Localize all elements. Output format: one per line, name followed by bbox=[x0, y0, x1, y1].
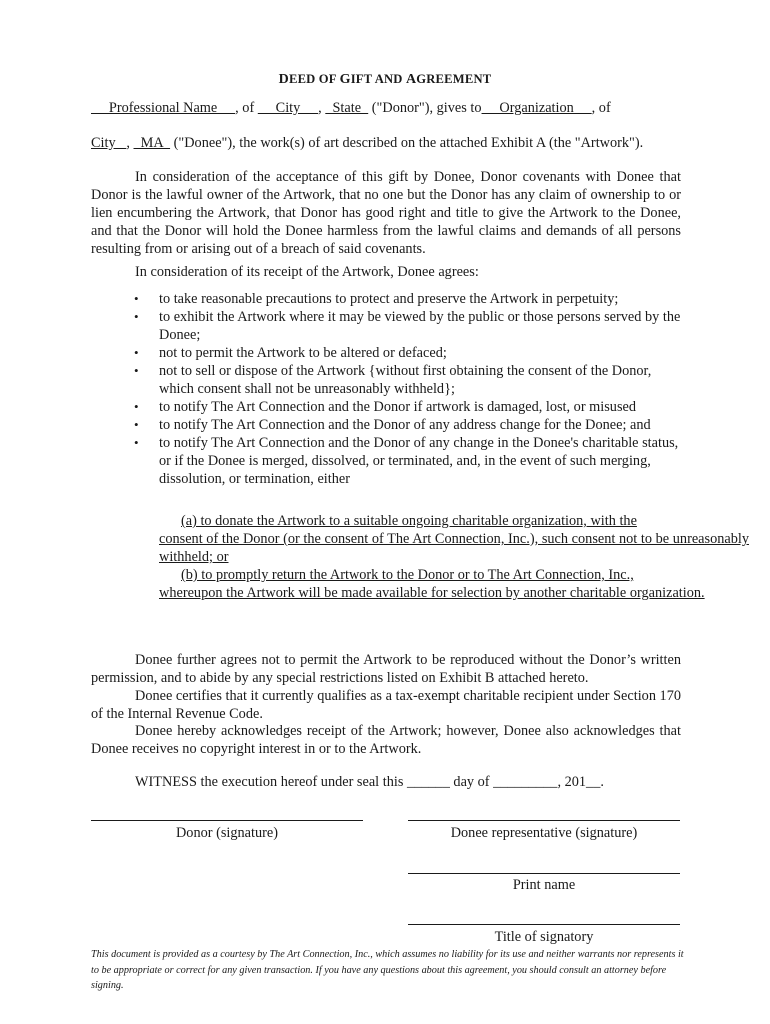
donee-state-field[interactable]: MA bbox=[133, 135, 171, 151]
donor-state-field[interactable]: State bbox=[325, 100, 369, 116]
bullet-icon: • bbox=[134, 417, 139, 432]
bullet-icon: • bbox=[134, 399, 139, 414]
bullet-icon: • bbox=[134, 291, 139, 306]
title-signatory-line[interactable] bbox=[408, 924, 680, 925]
consideration-paragraph: In consideration of the acceptance of this gift by Donee, Donor covenants with Donee that Donor is the lawful owner of the Artwork, that no one but the Donor has any claim of ownership to or lien encumbering the Artwork, that Donor has good right and title to give the Artwork to the Donee, and that the Donor will hold the Donee harmless from the lawful claims and demands of all persons resulting from or arising out of a breach of said covenants. bbox=[91, 169, 681, 257]
donee-city-field[interactable]: City bbox=[91, 135, 127, 151]
donor-line bbox=[91, 99, 681, 117]
donee-artwork-text: ("Donee"), the work(s) of art described on the attached Exhibit A (the "Artwork"). bbox=[170, 135, 644, 151]
donee-agrees-paragraph: In consideration of its receipt of the Artwork, Donee agrees: bbox=[135, 264, 479, 280]
donee-signature-line[interactable] bbox=[408, 820, 680, 821]
bullet-icon: • bbox=[134, 435, 139, 450]
tax-exempt-paragraph: Donee certifies that it currently qualifies as a tax-exempt charitable recipient under Section 170 of the Internal Revenue Code. bbox=[91, 688, 681, 722]
donee-line bbox=[91, 134, 681, 152]
document-title: DEED OF GIFT AND AGREEMENT bbox=[278, 72, 492, 87]
organization-field[interactable]: Organization bbox=[481, 100, 592, 116]
list-item: • not to permit the Artwork to be altered or defaced; bbox=[134, 345, 447, 361]
donor-gives-text: ("Donor"), gives to bbox=[368, 100, 482, 116]
title-signatory-label: Title of signatory bbox=[494, 929, 594, 945]
list-item: • to notify The Art Connection and the Donor of any change in the Donee's charitable status, or if the Donee is merged, dissolved, or terminated, and, in the event of such merging, dissolution, or termination, either bbox=[134, 435, 679, 487]
donee-obligations-list bbox=[91, 290, 681, 488]
bullet-icon: • bbox=[134, 309, 139, 324]
witness-line[interactable]: WITNESS the execution hereof under seal this ______ day of _________, 201__. bbox=[135, 774, 604, 790]
text-comma: , bbox=[318, 100, 326, 116]
list-item: • to take reasonable precautions to protect and preserve the Artwork in perpetuity; bbox=[134, 291, 619, 307]
list-item: • not to sell or dispose of the Artwork {without first obtaining the consent of the Donor, which consent shall not be unreasonably withheld}; bbox=[134, 363, 652, 397]
text-comma-2: , bbox=[126, 135, 134, 151]
copyright-paragraph: Donee hereby acknowledges receipt of the Artwork; however, Donee also acknowledges that Donee receives no copyright interest in or to the Artwork. bbox=[91, 723, 681, 757]
list-item: • to notify The Art Connection and the Donor of any address change for the Donee; and bbox=[134, 417, 651, 433]
list-item: • to exhibit the Artwork where it may be viewed by the public or those persons served by the Donee; bbox=[134, 309, 681, 343]
text-of: , of bbox=[235, 100, 258, 116]
donor-signature-line[interactable] bbox=[91, 820, 363, 821]
disclaimer-footer: This document is provided as a courtesy by The Art Connection, Inc., which assumes no liability for its use and neither warrants nor represents it to be appropriate or correct for any given transaction. If you have any questions about this agreement, you should consult an attorney before signing. bbox=[91, 949, 684, 991]
reproduction-paragraph: Donee further agrees not to permit the Artwork to be reproduced without the Donor’s written permission, and to abide by any special restrictions listed on Exhibit B attached hereto. bbox=[91, 652, 681, 686]
bullet-icon: • bbox=[134, 345, 139, 360]
donee-signature-label: Donee representative (signature) bbox=[450, 825, 638, 841]
option-a-text: (a) to donate the Artwork to a suitable ongoing charitable organization, with the consent of the Donor (or the consent of The Art Connection, Inc.), such consent not to be unreasonably withheld; or bbox=[159, 513, 749, 565]
professional-name-field[interactable]: Professional Name bbox=[91, 100, 236, 116]
donor-city-field[interactable]: City bbox=[257, 100, 319, 116]
donor-signature-label: Donor (signature) bbox=[175, 825, 279, 841]
option-b-text: (b) to promptly return the Artwork to the Donor or to The Art Connection, Inc., whereupon the Artwork will be made available for selection by another charitable organization. bbox=[159, 567, 705, 601]
bullet-icon: • bbox=[134, 363, 139, 378]
print-name-line[interactable] bbox=[408, 873, 680, 874]
list-item: • to notify The Art Connection and the Donor if artwork is damaged, lost, or misused bbox=[134, 399, 637, 415]
print-name-label: Print name bbox=[512, 877, 576, 893]
text-of-2: , of bbox=[591, 100, 611, 116]
